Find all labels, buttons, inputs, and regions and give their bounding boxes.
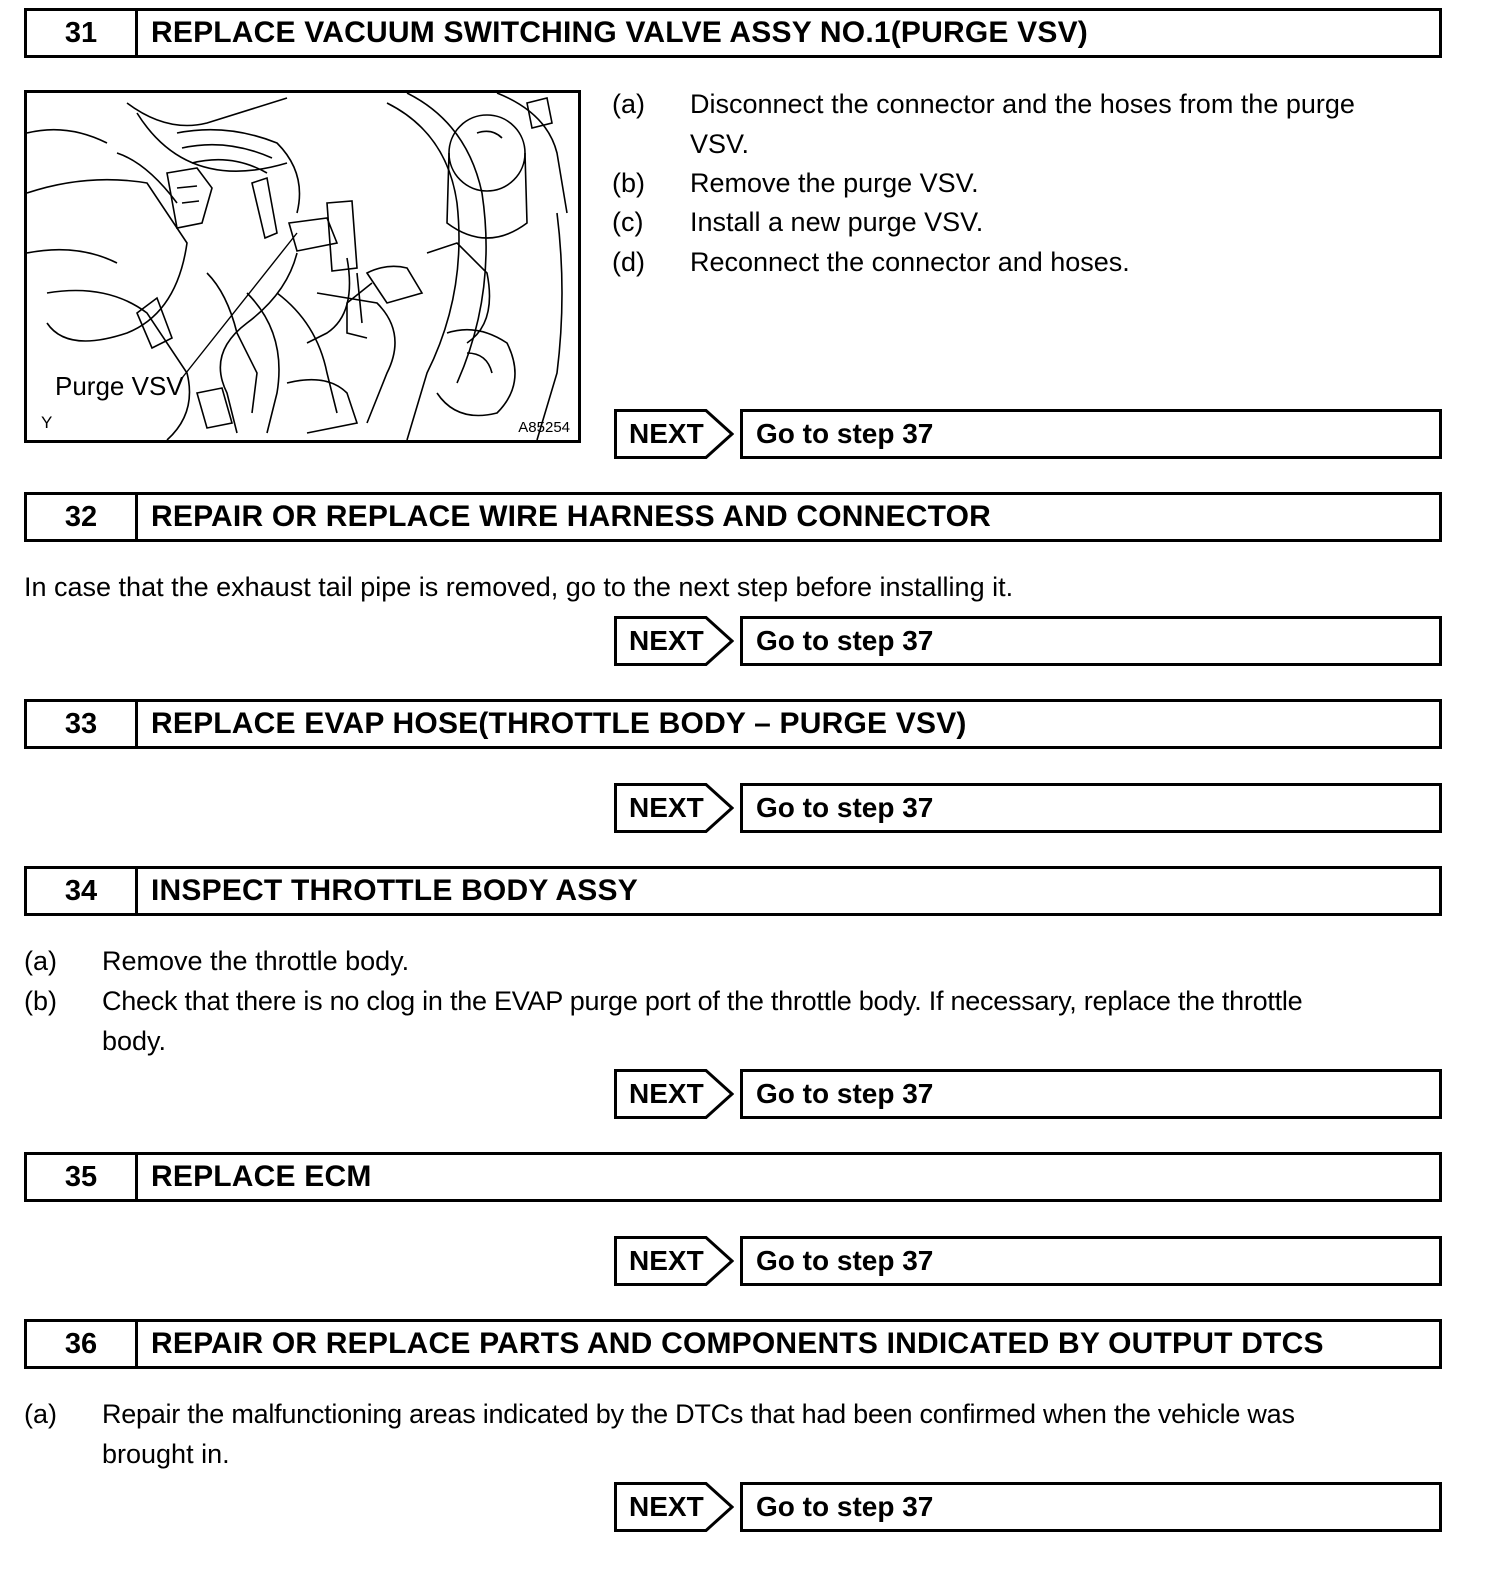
next-label: NEXT (629, 1245, 704, 1276)
step-title: REPLACE EVAP HOSE(THROTTLE BODY – PURGE VSV) (151, 707, 967, 740)
step-label: (d) (612, 247, 645, 277)
goto-step-box[interactable]: Go to step 37 (740, 616, 1442, 666)
step-label: (b) (612, 168, 645, 198)
next-label: NEXT (629, 625, 704, 656)
section-32-note: In case that the exhaust tail pipe is removed, go to the next step before installing it. (24, 572, 1014, 602)
section-header-36 (24, 1319, 1442, 1369)
section-header-35 (24, 1152, 1442, 1202)
step-label: (a) (24, 946, 57, 976)
goto-step-box[interactable]: Go to step 37 (740, 409, 1442, 459)
step-text: Install a new purge VSV. (690, 207, 984, 237)
step-31a (612, 84, 1452, 164)
step-text-continued: brought in. (102, 1439, 230, 1469)
step-text: Repair the malfunctioning areas indicated by the DTCs that had been confirmed when the vehicle was (102, 1399, 1295, 1429)
step-text-continued: body. (102, 1026, 167, 1056)
step-text: Disconnect the connector and the hoses from the purge (690, 89, 1355, 119)
step-text: Reconnect the connector and hoses. (690, 247, 1130, 277)
step-title: REPAIR OR REPLACE WIRE HARNESS AND CONNECTOR (151, 500, 991, 533)
step-34b (24, 981, 1464, 1061)
next-label: NEXT (629, 792, 704, 823)
step-text: Remove the purge VSV. (690, 168, 979, 198)
step-label: (c) (612, 207, 644, 237)
step-31c (612, 202, 1452, 242)
purge-vsv-illustration (24, 90, 581, 443)
step-title: REPLACE VACUUM SWITCHING VALVE ASSY NO.1(PURGE VSV) (151, 16, 1088, 49)
step-title: REPLACE ECM (151, 1160, 372, 1193)
next-label: NEXT (629, 1491, 704, 1522)
section-header-31 (24, 8, 1442, 58)
section-header-34 (24, 866, 1442, 916)
step-title: INSPECT THROTTLE BODY ASSY (151, 874, 638, 907)
goto-step-box[interactable]: Go to step 37 (740, 783, 1442, 833)
goto-step-box[interactable]: Go to step 37 (740, 1482, 1442, 1532)
step-text: Remove the throttle body. (102, 946, 410, 976)
next-label: NEXT (629, 1078, 704, 1109)
step-title: REPAIR OR REPLACE PARTS AND COMPONENTS INDICATED BY OUTPUT DTCS (151, 1327, 1324, 1360)
step-31d (612, 242, 1452, 282)
goto-step-box[interactable]: Go to step 37 (740, 1236, 1442, 1286)
section-header-32 (24, 492, 1442, 542)
step-number: 32 (27, 495, 138, 539)
step-36a (24, 1394, 1464, 1474)
step-number: 36 (27, 1322, 138, 1366)
step-label: (a) (612, 89, 645, 119)
step-34a (24, 941, 1464, 981)
next-label: NEXT (629, 418, 704, 449)
goto-step-box[interactable]: Go to step 37 (740, 1069, 1442, 1119)
step-text-continued: VSV. (690, 129, 750, 159)
figure-corner-mark: Y (41, 413, 53, 432)
section-header-33 (24, 699, 1442, 749)
step-text: Check that there is no clog in the EVAP purge port of the throttle body. If necessary, replace the throttle (102, 986, 1303, 1016)
figure-callout-purge-vsv: Purge VSV (55, 371, 184, 401)
step-number: 34 (27, 869, 138, 913)
figure-code: A85254 (518, 419, 570, 436)
step-number: 35 (27, 1155, 138, 1199)
step-number: 31 (27, 11, 138, 55)
step-label: (b) (24, 986, 57, 1016)
step-number: 33 (27, 702, 138, 746)
step-31b (612, 163, 1452, 203)
step-label: (a) (24, 1399, 57, 1429)
